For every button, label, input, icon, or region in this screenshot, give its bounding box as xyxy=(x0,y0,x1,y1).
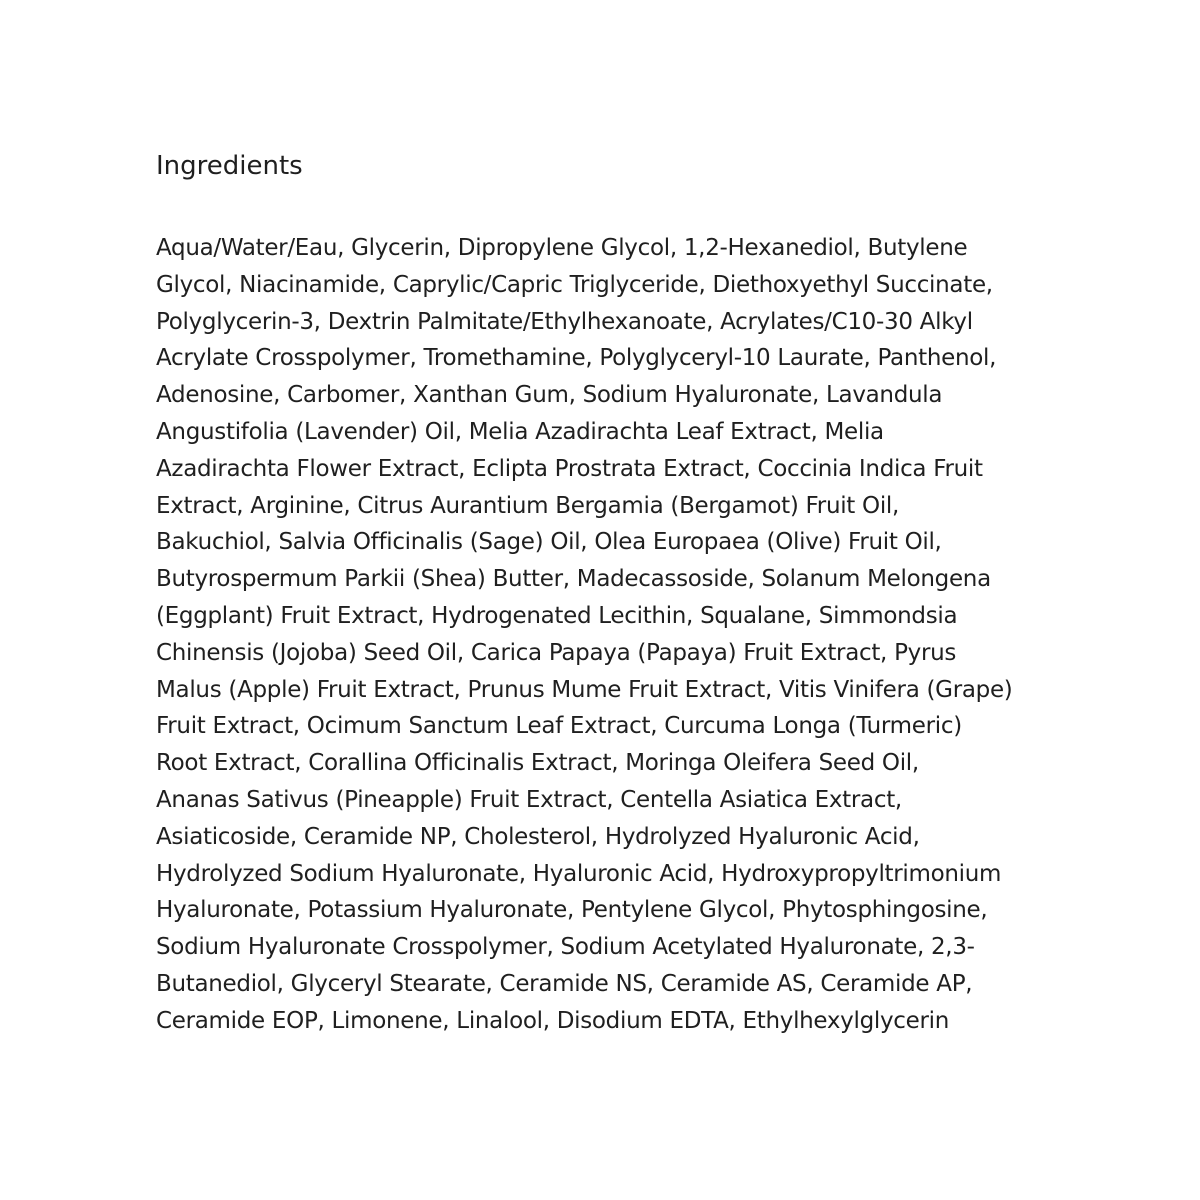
ingredient-line: Polyglycerin-3, Dextrin Palmitate/Ethylhexanoate, Acrylates/C10-30 Alkyl xyxy=(156,308,973,335)
ingredient-line: Adenosine, Carbomer, Xanthan Gum, Sodium Hyaluronate, Lavandula xyxy=(156,382,943,409)
ingredient-line: Acrylate Crosspolymer, Tromethamine, Polyglyceryl-10 Laurate, Panthenol, xyxy=(156,345,997,372)
ingredient-line: Angustifolia (Lavender) Oil, Melia Azadirachta Leaf Extract, Melia xyxy=(156,418,884,445)
ingredients-list xyxy=(156,230,1056,1040)
ingredient-line: Root Extract, Corallina Officinalis Extract, Moringa Oleifera Seed Oil, xyxy=(156,750,919,777)
ingredient-line: Extract, Arginine, Citrus Aurantium Bergamia (Bergamot) Fruit Oil, xyxy=(156,492,900,519)
ingredient-line: Azadirachta Flower Extract, Eclipta Prostrata Extract, Coccinia Indica Fruit xyxy=(156,455,983,482)
ingredient-line: Ananas Sativus (Pineapple) Fruit Extract, Centella Asiatica Extract, xyxy=(156,786,902,813)
ingredient-line: Hyaluronate, Potassium Hyaluronate, Pentylene Glycol, Phytosphingosine, xyxy=(156,897,988,924)
ingredient-line: Chinensis (Jojoba) Seed Oil, Carica Papaya (Papaya) Fruit Extract, Pyrus xyxy=(156,639,957,666)
ingredient-line: Ceramide EOP, Limonene, Linalool, Disodium EDTA, Ethylhexylglycerin xyxy=(156,1007,950,1034)
ingredient-line: Asiaticoside, Ceramide NP, Cholesterol, Hydrolyzed Hyaluronic Acid, xyxy=(156,823,920,850)
ingredient-line: Sodium Hyaluronate Crosspolymer, Sodium Acetylated Hyaluronate, 2,3- xyxy=(156,934,975,961)
ingredient-line: Butyrospermum Parkii (Shea) Butter, Madecassoside, Solanum Melongena xyxy=(156,566,991,593)
ingredient-line: Malus (Apple) Fruit Extract, Prunus Mume Fruit Extract, Vitis Vinifera (Grape) xyxy=(156,676,1013,703)
ingredient-line: Fruit Extract, Ocimum Sanctum Leaf Extract, Curcuma Longa (Turmeric) xyxy=(156,713,962,740)
ingredient-line: Hydrolyzed Sodium Hyaluronate, Hyaluronic Acid, Hydroxypropyltrimonium xyxy=(156,860,1002,887)
ingredient-line: (Eggplant) Fruit Extract, Hydrogenated Lecithin, Squalane, Simmondsia xyxy=(156,602,958,629)
ingredient-line: Aqua/Water/Eau, Glycerin, Dipropylene Glycol, 1,2-Hexanediol, Butylene xyxy=(156,235,968,261)
ingredient-line: Glycol, Niacinamide, Caprylic/Capric Triglyceride, Diethoxyethyl Succinate, xyxy=(156,271,993,298)
ingredient-line: Bakuchiol, Salvia Officinalis (Sage) Oil, Olea Europaea (Olive) Fruit Oil, xyxy=(156,529,942,556)
page-title: Ingredients xyxy=(156,151,303,181)
ingredient-line: Butanediol, Glyceryl Stearate, Ceramide NS, Ceramide AS, Ceramide AP, xyxy=(156,970,973,997)
